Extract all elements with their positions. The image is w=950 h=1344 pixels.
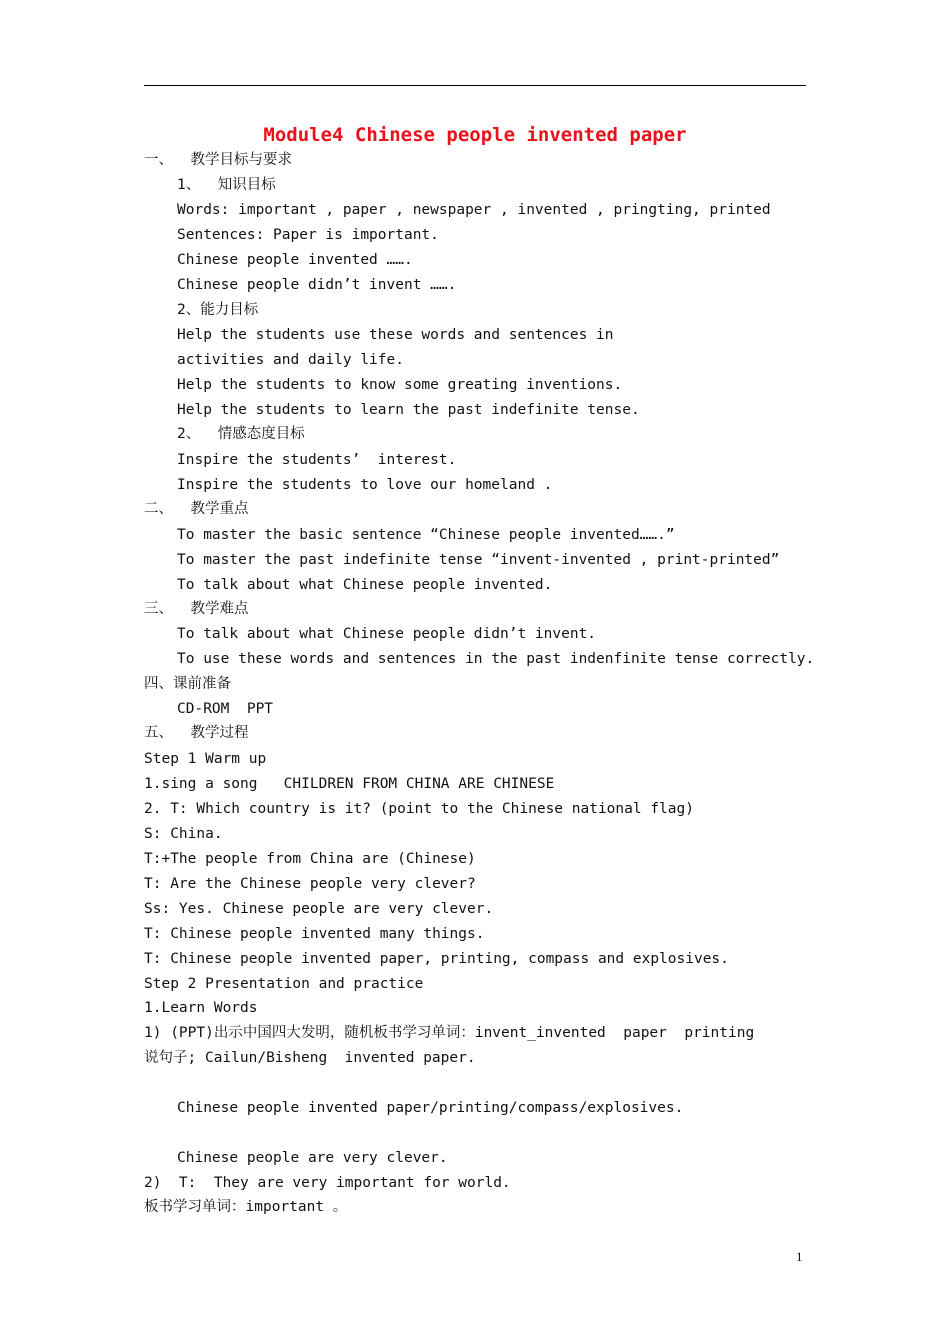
text-line: Inspire the students’ interest.: [177, 452, 457, 468]
section-heading-preparation: 四、课前准备: [144, 676, 231, 692]
text-line: T: Are the Chinese people very clever?: [144, 876, 476, 892]
text-line: 1.Learn Words: [144, 1000, 258, 1016]
text-line: To use these words and sentences in the past indenfinite tense correctly.: [177, 651, 815, 667]
header-rule: [144, 85, 806, 86]
text-line: 2. T: Which country is it? (point to the Chinese national flag): [144, 801, 694, 817]
text-line: 说句子; Cailun/Bisheng invented paper.: [144, 1050, 476, 1066]
text-line: Chinese people invented …….: [177, 252, 413, 268]
text-line: S: China.: [144, 826, 223, 842]
page-number: 1: [796, 1249, 803, 1264]
text-line: CD-ROM PPT: [177, 701, 274, 717]
page-title: Module4 Chinese people invented paper: [263, 124, 687, 146]
text-line: Help the students to learn the past indefinite tense.: [177, 402, 640, 418]
text-line: T: Chinese people invented paper, printing, compass and explosives.: [144, 951, 729, 967]
section-heading-process: 五、 教学过程: [144, 725, 249, 741]
text-line: 1) (PPT)出示中国四大发明，随机板书学习单词：invent_invented paper printing: [144, 1025, 755, 1041]
text-line: Chinese people invented paper/printing/compass/explosives.: [177, 1100, 684, 1116]
text-line: Sentences: Paper is important.: [177, 227, 439, 243]
text-line: To talk about what Chinese people invented.: [177, 577, 553, 593]
text-line: T:+The people from China are (Chinese): [144, 851, 476, 867]
text-line: activities and daily life.: [177, 352, 404, 368]
text-line: 板书学习单词：important 。: [144, 1199, 348, 1215]
section-heading-objectives: 一、 教学目标与要求: [144, 152, 292, 168]
text-line: Ss: Yes. Chinese people are very clever.: [144, 901, 494, 917]
subheading-knowledge: 1、 知识目标: [177, 177, 276, 193]
section-heading-difficulties: 三、 教学难点: [144, 601, 249, 617]
text-line: 2) T: They are very important for world.: [144, 1175, 511, 1191]
text-line: To talk about what Chinese people didn’t invent.: [177, 626, 597, 642]
text-line: Step 1 Warm up: [144, 751, 267, 767]
text-line: Help the students use these words and sentences in: [177, 327, 614, 343]
text-line: Help the students to know some greating inventions.: [177, 377, 623, 393]
text-line: Chinese people didn’t invent …….: [177, 277, 457, 293]
text-line: 1.sing a song CHILDREN FROM CHINA ARE CHINESE: [144, 776, 555, 792]
text-line: To master the past indefinite tense “invent-invented , print-printed”: [177, 552, 780, 568]
text-line: Words: important , paper , newspaper , invented , pringting, printed: [177, 202, 771, 218]
text-line: Chinese people are very clever.: [177, 1150, 448, 1166]
text-line: T: Chinese people invented many things.: [144, 926, 485, 942]
text-line: To master the basic sentence “Chinese people invented…….”: [177, 527, 675, 543]
text-line: Step 2 Presentation and practice: [144, 976, 424, 992]
section-heading-key-points: 二、 教学重点: [144, 501, 249, 517]
text-line: Inspire the students to love our homeland .: [177, 477, 553, 493]
subheading-ability: 2、能力目标: [177, 302, 259, 318]
subheading-attitude: 2、 情感态度目标: [177, 426, 305, 442]
